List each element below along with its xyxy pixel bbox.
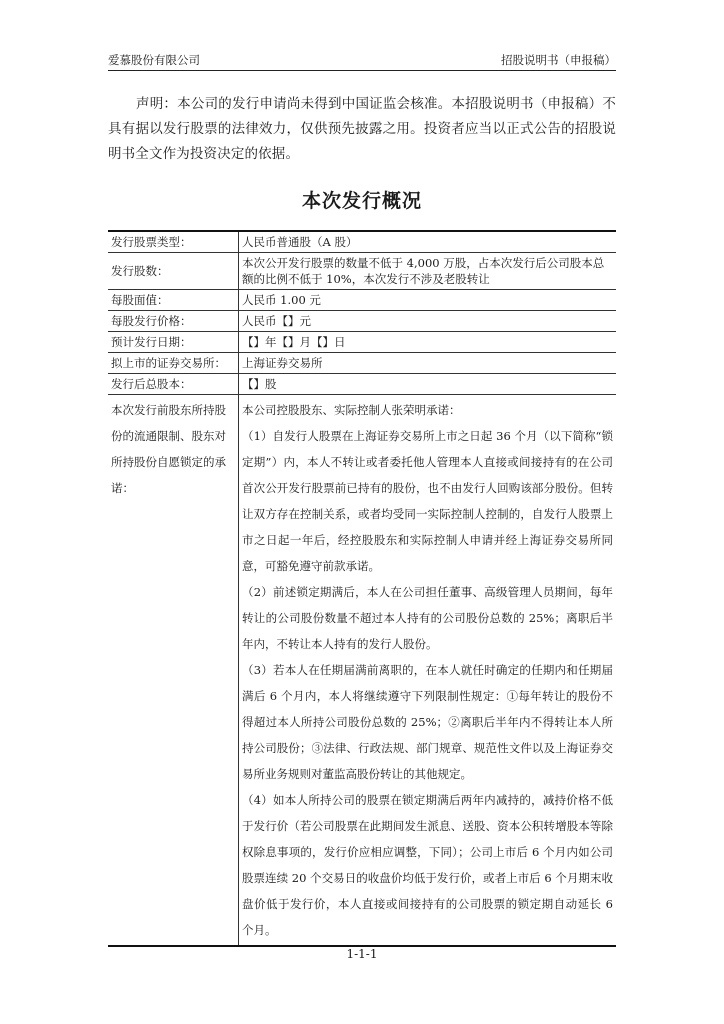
lockup-clause-1: （1）自发行人股票在上海证券交易所上市之日起 36 个月（以下简称“锁定期”）内，本人不转让或者委托他人管理本人直接或间接持有的在公司首次公开发行股票前已持有的股份，也不由发行人回购该部分股份。但转让双方存在控制关系，或者均受同一实际控制人控制的，自发行人股票上市之日起一年后，经控股股东和实际控制人申请并经上海证券交易所同意，可豁免遵守前款承诺。	[242, 429, 613, 573]
row-value: 人民币【】元	[239, 311, 617, 332]
table-row	[108, 253, 616, 290]
table-row	[108, 231, 616, 253]
page-number: 1-1-1	[346, 947, 378, 961]
row-label: 每股发行价格：	[108, 311, 239, 332]
page-header	[108, 52, 616, 68]
offering-summary-table	[108, 230, 616, 947]
table-row	[108, 374, 616, 395]
section-title: 本次发行概况	[301, 190, 422, 212]
lockup-label: 本次发行前股东所持股份的流通限制、股东对所持股份自愿锁定的承诺：	[108, 395, 239, 947]
lockup-clause-3: （3）若本人在任期届满前离职的，在本人就任时确定的任期内和任期届满后 6 个月内，本人将继续遵守下列限制性规定：①每年转让的股份不得超过本人所持公司股份总数的 25%；②离职后半年内不得转让本人所持公司股份；③法律、行政法规、部门规章、规范性文件以及上海证券交易所业务规则对董监高股份转让的其他规定。	[242, 663, 613, 781]
row-label: 拟上市的证券交易所：	[108, 353, 239, 374]
row-value: 人民币普通股（A 股）	[239, 231, 617, 253]
row-label: 每股面值：	[108, 290, 239, 311]
table-row	[108, 332, 616, 353]
row-label: 发行股数：	[108, 253, 239, 290]
table-row	[108, 353, 616, 374]
row-value: 【】年【】月【】日	[239, 332, 617, 353]
disclaimer-statement: 声明：本公司的发行申请尚未得到中国证监会核准。本招股说明书（申报稿）不具有据以发行股票的法律效力，仅供预先披露之用。投资者应当以正式公告的招股说明书全文作为投资决定的依据。	[108, 96, 616, 162]
row-label: 发行股票类型：	[108, 231, 239, 253]
table-row-lockup	[108, 395, 616, 947]
row-label: 发行后总股本：	[108, 374, 239, 395]
header-company-name: 爱慕股份有限公司	[108, 53, 200, 67]
row-value: 人民币 1.00 元	[239, 290, 617, 311]
lockup-clause-4: （4）如本人所持公司的股票在锁定期满后两年内减持的，减持价格不低于发行价（若公司股票在此期间发生派息、送股、资本公积转增股本等除权除息事项的，发行价应相应调整，下同）；公司上市后 6 个月内如公司股票连续 20 个交易日的收盘价均低于发行价，或者上市后 6 个月期末收盘价低于发行价，本人直接或间接持有的公司股票的锁定期自动延长 6 个月。	[242, 793, 613, 937]
header-divider	[108, 70, 616, 71]
lockup-intro: 本公司控股股东、实际控制人张荣明承诺：	[242, 403, 461, 417]
header-document-title: 招股说明书（申报稿）	[501, 53, 616, 67]
lockup-commitment	[239, 395, 617, 947]
row-value: 本次公开发行股票的数量不低于 4,000 万股，占本次发行后公司股本总额的比例不低于 10%，本次发行不涉及老股转让	[239, 253, 617, 290]
row-value: 上海证券交易所	[239, 353, 617, 374]
row-label: 预计发行日期：	[108, 332, 239, 353]
row-value: 【】股	[239, 374, 617, 395]
lockup-clause-2: （2）前述锁定期满后，本人在公司担任董事、高级管理人员期间，每年转让的公司股份数量不超过本人持有的公司股份总数的 25%；离职后半年内，不转让本人持有的发行人股份。	[242, 585, 613, 651]
table-row	[108, 311, 616, 332]
table-row	[108, 290, 616, 311]
